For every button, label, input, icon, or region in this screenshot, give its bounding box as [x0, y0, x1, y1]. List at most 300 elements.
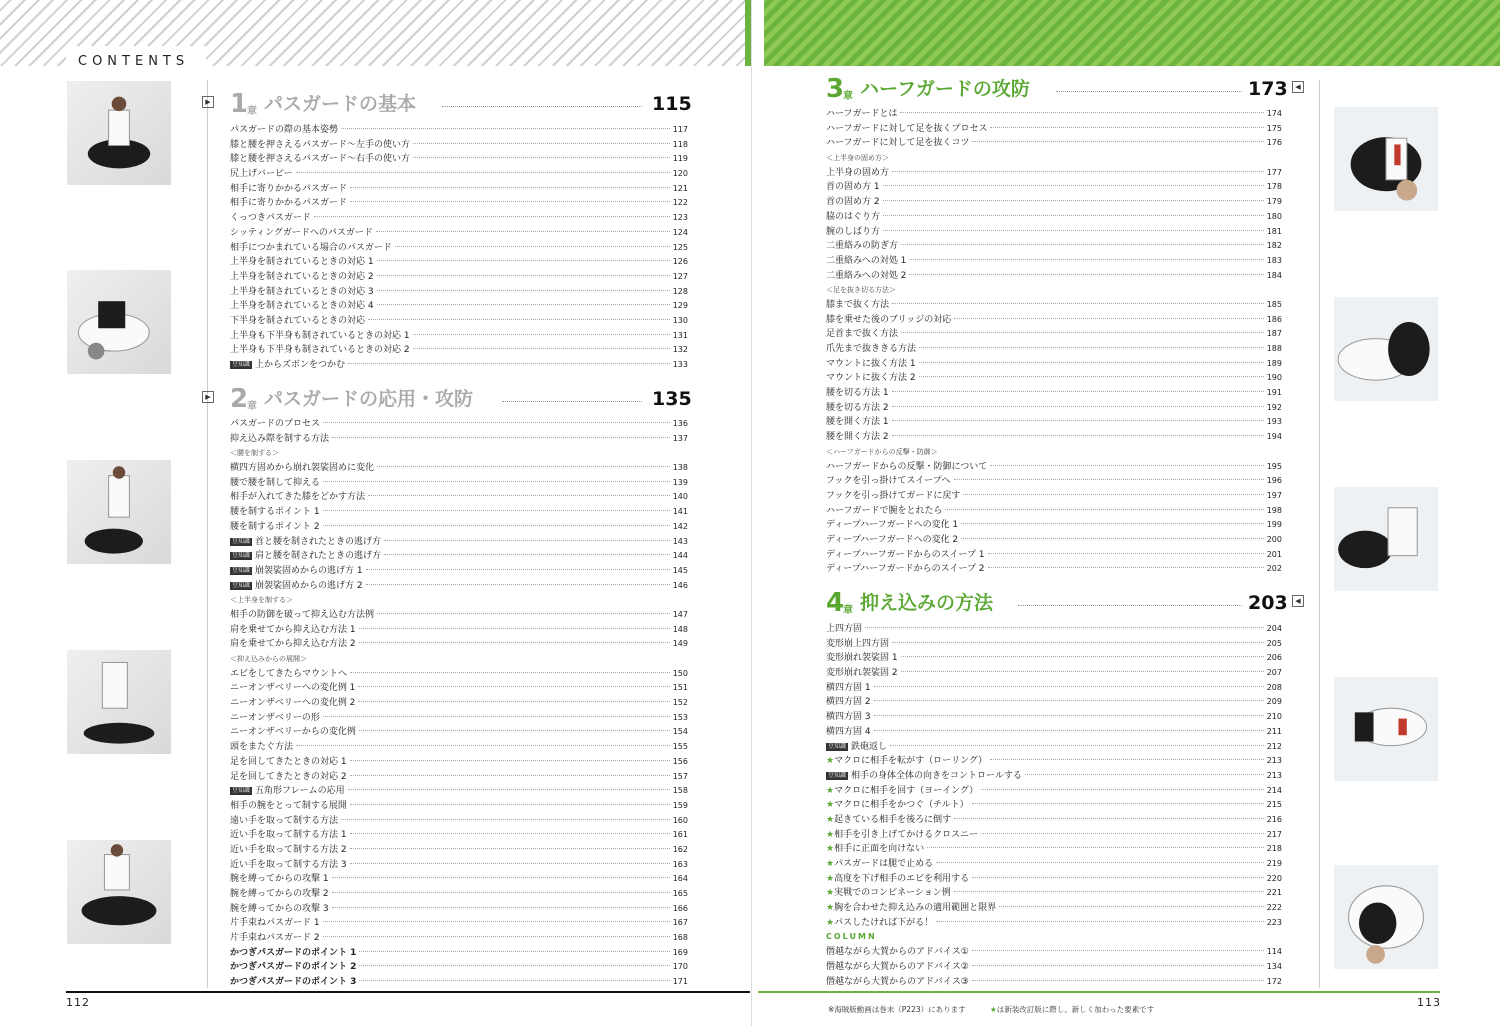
- chapter-page: 135: [652, 388, 692, 410]
- toc-entry-text: くっつきパスガード: [230, 213, 311, 224]
- toc-entry: [826, 872, 1282, 887]
- toc-entry: [230, 858, 688, 873]
- toc-entry: [826, 637, 1282, 652]
- toc-entry-page: 131: [672, 330, 688, 340]
- toc-entry: [826, 371, 1282, 386]
- chapter-number: 1: [230, 89, 249, 119]
- toc-entry-text: マクロに相手を転がす（ローリング）: [834, 756, 988, 767]
- photo-9: [1334, 677, 1438, 781]
- header-hatch-right: [764, 0, 1500, 66]
- toc-entry-page: 195: [1266, 461, 1282, 471]
- toc-entry-page: 206: [1266, 653, 1282, 663]
- toc-entry-page: 200: [1266, 534, 1282, 544]
- toc-leader-dots: [323, 481, 670, 482]
- toc-leader-dots: [395, 246, 670, 247]
- toc-entry-label: [826, 769, 1022, 784]
- toc-leader-dots: [332, 437, 670, 438]
- toc-entry-text: 相手の腕をとって制する展開: [230, 800, 347, 811]
- chapter-2-heading: [202, 384, 692, 414]
- toc-entry-page: 187: [1266, 329, 1282, 339]
- toc-entry-label: [230, 608, 374, 623]
- toc-leader-dots: [384, 554, 670, 555]
- toc-leader-dots: [358, 686, 669, 687]
- toc-entry-text: フックを引っ掛けてスイープへ: [826, 476, 951, 487]
- toc-entry: [826, 107, 1282, 122]
- toc-entry: [230, 549, 688, 564]
- toc-entry-text: ハーフガードからの反撃・防御について: [826, 461, 988, 472]
- toc-entry-text: ハーフガードとは: [826, 109, 898, 119]
- toc-leader-dots: [972, 141, 1263, 142]
- toc-entry: [230, 740, 688, 755]
- toc-entry-page: 155: [672, 742, 688, 752]
- toc-entry: [826, 327, 1282, 342]
- toc-entry: [230, 167, 688, 182]
- photo-3: [67, 460, 171, 564]
- toc-entry-page: 204: [1266, 624, 1282, 633]
- toc-entry-page: 165: [672, 889, 688, 898]
- star-icon: ★: [826, 917, 835, 928]
- toc-leader-dots: [988, 567, 1264, 568]
- toc-entry-label: [230, 270, 374, 285]
- toc-entry-label: [826, 430, 889, 445]
- toc-leader-dots: [927, 847, 1264, 848]
- toc-entry-label: [826, 298, 889, 313]
- toc-entry-text: 頭をまたぐ方法: [230, 742, 294, 753]
- chapter-leader: [442, 106, 642, 107]
- chapter-2-entries: [230, 417, 688, 990]
- toc-entry-text: 相手の防御を破って抑え込む方法例: [230, 609, 375, 620]
- toc-leader-dots: [384, 540, 670, 541]
- chapter-number: 4: [826, 588, 845, 618]
- toc-entry-label: [230, 167, 293, 182]
- toc-leader-dots: [954, 479, 1264, 480]
- star-icon: ★: [826, 800, 835, 811]
- toc-leader-dots: [892, 642, 1264, 643]
- toc-entry-label: [826, 136, 969, 151]
- toc-entry: [230, 637, 688, 652]
- star-icon: ★: [826, 859, 835, 869]
- toc-entry-label: [826, 474, 951, 489]
- toc-entry-label: [826, 916, 933, 931]
- toc-leader-dots: [874, 715, 1264, 716]
- toc-entry: [230, 152, 688, 167]
- jiu-jitsu-photo-icon: [1334, 297, 1438, 401]
- toc-entry-text: ハーフガードに対して足を抜くプロセス: [826, 123, 988, 134]
- toc-entry-label: [230, 667, 347, 682]
- toc-entry: [826, 666, 1282, 681]
- toc-entry-text: 腕を縛ってからの攻撃 1: [230, 874, 329, 885]
- toc-entry-page: 170: [672, 962, 688, 972]
- toc-leader-dots: [892, 435, 1264, 436]
- toc-entry-page: 169: [672, 947, 688, 957]
- toc-entry-label: [230, 505, 320, 520]
- toc-entry-label: [230, 593, 293, 608]
- toc-entry-text: かつぎパスガードのポイント 2: [230, 962, 357, 973]
- toc-entry: [230, 476, 688, 491]
- toc-entry: [826, 725, 1282, 740]
- footnote-new-items: [990, 1004, 1154, 1015]
- toc-entry-page: 152: [672, 698, 688, 708]
- toc-entry-label: [230, 535, 381, 550]
- toc-entry-text: マウントに抜く方法 2: [826, 373, 916, 384]
- toc-entry-label: [826, 504, 942, 519]
- toc-entry: [230, 814, 688, 829]
- toc-entry-label: [230, 799, 347, 814]
- toc-leader-dots: [988, 553, 1264, 554]
- toc-entry: [826, 533, 1282, 548]
- toc-entry-label: [230, 902, 329, 917]
- toc-entry-label: [230, 858, 347, 873]
- toc-entry-page: 202: [1266, 564, 1282, 574]
- toc-leader-dots: [972, 803, 1264, 804]
- toc-leader-dots: [413, 143, 670, 144]
- toc-entry-label: [230, 946, 356, 961]
- toc-entry: [826, 740, 1282, 755]
- toc-leader-dots: [892, 420, 1264, 421]
- toc-leader-dots: [366, 569, 670, 570]
- toc-entry-text: 変形崩れ袈裟固 2: [826, 668, 898, 679]
- toc-entry-label: [230, 975, 356, 990]
- toc-entry-text: エビをしてきたらマウントへ: [230, 668, 348, 679]
- toc-entry: [826, 562, 1282, 577]
- toc-entry-label: [826, 313, 951, 328]
- toc-entry: [826, 504, 1282, 519]
- toc-entry-label: [826, 225, 880, 240]
- toc-entry-label: [826, 828, 978, 843]
- toc-entry: [826, 886, 1282, 901]
- toc-entry-page: 183: [1266, 255, 1282, 265]
- toc-leader-dots: [901, 671, 1264, 672]
- toc-entry-page: 179: [1266, 197, 1282, 207]
- chapter-page: 203: [1248, 592, 1288, 614]
- toc-leader-dots: [972, 980, 1264, 981]
- photo-6: [1334, 107, 1438, 211]
- toc-entry-page: 142: [672, 521, 688, 531]
- toc-entry-text: 相手に正面を向けない: [834, 844, 925, 855]
- toc-entry-label: [230, 564, 363, 579]
- toc-entry-page: 168: [672, 933, 688, 943]
- toc-leader-dots: [359, 628, 670, 629]
- chapter-3-entries: [826, 107, 1282, 577]
- toc-entry-page: 214: [1266, 785, 1282, 795]
- toc-entry-text: パスしたければ下がる！: [834, 917, 934, 928]
- chapter-leader: [1018, 605, 1242, 606]
- toc-entry-text: 胸を合わせた抑え込みの適用範囲と限界: [834, 903, 997, 914]
- toc-entry-label: [826, 151, 889, 166]
- toc-leader-dots: [963, 494, 1263, 495]
- toc-entry-label: [230, 637, 356, 652]
- toc-entry-text: 腰を開く方法 1: [826, 417, 889, 428]
- toc-entry: [230, 299, 688, 314]
- toc-entry: [826, 386, 1282, 401]
- toc-entry-page: 209: [1266, 697, 1282, 707]
- toc-leader-dots: [981, 833, 1264, 834]
- toc-entry-text: 膝を乗せた後のブリッジの対応: [826, 314, 952, 325]
- chapter-4-entries: [826, 622, 1282, 989]
- toc-entry-text: 近い手を取って制する方法 3: [230, 859, 347, 870]
- toc-entry-text: 肩を乗せてから抑え込む方法 1: [230, 624, 356, 635]
- toc-entry-label: [230, 255, 374, 270]
- toc-entry-label: [826, 342, 916, 357]
- toc-leader-dots: [890, 745, 1264, 746]
- toc-entry: [826, 136, 1282, 151]
- toc-entry-label: [826, 637, 889, 652]
- toc-entry-label: [230, 211, 311, 226]
- toc-entry-text: 横四方固 3: [826, 712, 871, 723]
- toc-entry-page: 163: [672, 859, 688, 869]
- toc-entry: [826, 901, 1282, 916]
- toc-entry-page: 184: [1266, 270, 1282, 280]
- toc-entry-text: 起きている相手を後ろに倒す: [834, 814, 952, 825]
- toc-entry-text: 腰を切る方法 2: [826, 402, 889, 413]
- toc-entry-page: 136: [672, 419, 688, 428]
- toc-entry-page: 191: [1266, 388, 1282, 398]
- toc-entry-page: 156: [672, 756, 688, 766]
- toc-entry-page: 172: [1266, 976, 1282, 986]
- chapter-4: [826, 588, 1308, 989]
- toc-entry-text: 近い手を取って制する方法 2: [230, 844, 347, 855]
- toc-leader-dots: [359, 980, 669, 981]
- toc-entry: [826, 754, 1282, 769]
- footnote-piracy: ※海賊版動画は巻末（P223）にあります: [828, 1005, 966, 1014]
- toc-entry-page: 218: [1266, 844, 1282, 854]
- toc-leader-dots: [332, 907, 670, 908]
- toc-leader-dots: [350, 760, 670, 761]
- toc-entry: [826, 975, 1282, 990]
- toc-entry-text: 抑え込み際を制する方法: [230, 433, 330, 444]
- chapter-suffix: 章: [247, 106, 257, 117]
- toc-entry-label: [230, 520, 320, 535]
- toc-entry: [230, 946, 688, 961]
- toc-entry: [230, 564, 688, 579]
- toc-leader-dots: [368, 319, 670, 320]
- toc-entry-text: 相手を引き上げてかけるクロスニー: [834, 829, 979, 840]
- toc-entry: [826, 474, 1282, 489]
- toc-entry: [826, 651, 1282, 666]
- toc-entry-text: マクロに相手を回す（ヨーイング）: [834, 785, 979, 796]
- toc-leader-dots: [961, 538, 1264, 539]
- toc-subheading: [230, 652, 688, 667]
- toc-entry-page: 197: [1266, 490, 1282, 500]
- toc-entry: [230, 343, 688, 358]
- toc-entry-text: 僭越ながら大賀からのアドバイス①: [826, 947, 969, 958]
- toc-entry-text: 横四方固 1: [826, 682, 871, 693]
- toc-entry-label: [230, 843, 347, 858]
- toc-entry-text: 腕のしばり方: [826, 226, 881, 237]
- toc-entry-label: [230, 152, 410, 167]
- toc-entry-page: 213: [1266, 756, 1282, 766]
- toc-entry: [826, 460, 1282, 475]
- toc-entry-page: 205: [1266, 638, 1282, 648]
- toc-entry-label: [826, 269, 906, 284]
- star-icon: ★: [826, 814, 835, 825]
- toc-entry-label: [826, 518, 958, 533]
- toc-entry-page: 123: [672, 213, 688, 223]
- toc-entry-label: [826, 107, 897, 122]
- toc-entry-page: 151: [672, 683, 688, 693]
- toc-leader-dots: [359, 642, 670, 643]
- toc-entry-label: [826, 945, 969, 960]
- toc-entry: [230, 182, 688, 197]
- toc-entry: [826, 813, 1282, 828]
- toc-leader-dots: [865, 627, 1264, 628]
- toc-entry: [826, 298, 1282, 313]
- photo-2: [67, 270, 171, 374]
- toc-entry-text: 上半身も下半身も制されているときの対応 1: [230, 330, 410, 341]
- toc-entry-page: 126: [672, 257, 688, 267]
- toc-entry-text: 腰を切る方法 1: [826, 388, 889, 399]
- toc-entry-label: [230, 623, 356, 638]
- toc-entry: [826, 357, 1282, 372]
- toc-entry-text: 腰を開く方法 2: [826, 432, 889, 443]
- toc-leader-dots: [919, 347, 1264, 348]
- toc-entry-label: [826, 813, 951, 828]
- toc-entry: [230, 211, 688, 226]
- jiu-jitsu-photo-icon: [1334, 677, 1438, 781]
- toc-leader-dots: [892, 406, 1264, 407]
- toc-entry: [826, 784, 1282, 799]
- toc-entry: [230, 255, 688, 270]
- toc-entry-text: ハーフガードに対して足を抜くコツ: [826, 138, 970, 149]
- toc-entry: [826, 415, 1282, 430]
- toc-entry-text: 相手の身体全体の向きをコントロールする: [851, 770, 1022, 781]
- toc-entry-text: 二重絡みへの対処 1: [826, 255, 907, 266]
- toc-leader-dots: [366, 584, 670, 585]
- play-marker-icon: ▶: [202, 96, 214, 108]
- toc-entry: [826, 225, 1282, 240]
- toc-entry: [230, 270, 688, 285]
- toc-entry: [230, 696, 688, 711]
- toc-entry-page: 171: [672, 977, 688, 987]
- toc-entry-label: [826, 283, 896, 298]
- toc-entry-label: [230, 138, 410, 153]
- toc-entry: [826, 960, 1282, 975]
- toc-entry: [826, 828, 1282, 843]
- toc-entry-text: 下半身を制されているときの対応: [230, 315, 366, 326]
- toc-entry-text: 腰を制するポイント 1: [230, 507, 320, 518]
- chapter-leader: [502, 401, 642, 402]
- toc-entry-page: 182: [1266, 241, 1282, 251]
- toc-leader-dots: [359, 965, 669, 966]
- toc-entry-label: [826, 357, 916, 372]
- toc-entry-page: 129: [672, 301, 688, 311]
- toc-entry: [230, 608, 688, 623]
- toc-entry: [230, 667, 688, 682]
- toc-leader-dots: [377, 260, 670, 261]
- toc-entry-label: [826, 857, 933, 872]
- trivia-badge: 豆知識: [232, 787, 251, 795]
- toc-leader-dots: [981, 789, 1264, 790]
- toc-entry-label: [230, 549, 381, 564]
- toc-entry-page: 120: [672, 169, 688, 179]
- toc-entry-page: 141: [672, 507, 688, 517]
- jiu-jitsu-photo-icon: [67, 650, 171, 754]
- toc-entry-label: [230, 740, 293, 755]
- trivia-badge: 豆知識: [232, 537, 251, 545]
- toc-entry-page: 162: [672, 844, 688, 854]
- toc-entry-page: 189: [1266, 358, 1282, 368]
- toc-entry-label: [230, 770, 347, 785]
- toc-leader-dots: [323, 716, 670, 717]
- toc-entry-text: 首の固め方 2: [826, 197, 880, 208]
- toc-leader-dots: [377, 304, 670, 305]
- toc-entry-label: [230, 814, 338, 829]
- toc-entry-page: 216: [1266, 814, 1282, 824]
- toc-entry-label: [230, 784, 345, 799]
- toc-entry-page: 176: [1266, 138, 1282, 148]
- toc-entry-page: 132: [672, 345, 688, 355]
- toc-leader-dots: [323, 921, 670, 922]
- toc-entry: [826, 254, 1282, 269]
- toc-subheading: [826, 151, 1282, 166]
- toc-entry-text: パスガードの際の基本姿勢: [230, 125, 339, 135]
- toc-entry-text: 相手に寄りかかるパスガード: [230, 198, 348, 209]
- toc-entry-page: 217: [1266, 829, 1282, 839]
- toc-entry-page: 188: [1266, 344, 1282, 353]
- toc-leader-dots: [323, 422, 670, 423]
- toc-leader-dots: [919, 362, 1264, 363]
- toc-entry: [826, 518, 1282, 533]
- toc-entry-text: 崩袈裟固めからの逃げ方 2: [255, 580, 363, 591]
- toc-entry-label: [826, 784, 978, 799]
- jiu-jitsu-photo-icon: [1334, 107, 1438, 211]
- toc-entry-page: 114: [1266, 947, 1282, 957]
- chapter-number: 2: [230, 384, 249, 414]
- toc-entry-text: 腕を縛ってからの攻撃 3: [230, 903, 329, 914]
- toc-subheading: [826, 445, 1282, 460]
- toc-leader-dots: [883, 230, 1264, 231]
- chapter-2: [202, 384, 692, 990]
- toc-entry-text: 実戦でのコンビネーション例: [834, 888, 951, 899]
- toc-entry-page: 117: [672, 125, 688, 134]
- toc-entry: [230, 241, 688, 256]
- toc-entry-text: ディープハーフガードからのスイープ 2: [826, 564, 985, 575]
- toc-entry-text: 肩を乗せてから抑え込む方法 2: [230, 639, 356, 650]
- trivia-badge: 豆知識: [232, 361, 251, 368]
- photo-5: [67, 840, 171, 944]
- footer-rule-left: [66, 991, 750, 993]
- toc-entry-text: パスガードのプロセス: [230, 419, 321, 429]
- toc-leader-dots: [332, 892, 670, 893]
- toc-entry-page: 223: [1266, 917, 1282, 927]
- toc-entry-label: [826, 842, 924, 857]
- toc-entry-label: [230, 432, 329, 447]
- toc-leader-dots: [377, 290, 670, 291]
- toc-entry-page: 166: [672, 903, 688, 913]
- toc-entry-text: 尻上げバーピー: [230, 169, 293, 180]
- toc-entry-label: [826, 725, 871, 740]
- toc-leader-dots: [945, 509, 1263, 510]
- toc-entry: [826, 548, 1282, 563]
- toc-entry: [826, 313, 1282, 328]
- toc-entry-label: [826, 740, 887, 755]
- star-icon: ★: [826, 785, 835, 796]
- toc-entry-label: [230, 755, 347, 770]
- toc-leader-dots: [999, 906, 1264, 907]
- toc-entry: [230, 711, 688, 726]
- toc-entry-page: 157: [672, 771, 688, 781]
- book-spine: [751, 0, 752, 1026]
- toc-entry-text: ＜腰を制する＞: [230, 449, 279, 458]
- toc-leader-dots: [919, 376, 1264, 377]
- toc-entry-label: [826, 386, 889, 401]
- jiu-jitsu-photo-icon: [67, 840, 171, 944]
- page-number-left: 112: [66, 996, 90, 1009]
- chapter-1-entries: [230, 123, 688, 373]
- toc-entry-text: 横四方固めから崩れ袈裟固めに変化: [230, 463, 375, 474]
- toc-entry-label: [826, 445, 938, 460]
- trivia-badge: 豆知識: [232, 552, 251, 560]
